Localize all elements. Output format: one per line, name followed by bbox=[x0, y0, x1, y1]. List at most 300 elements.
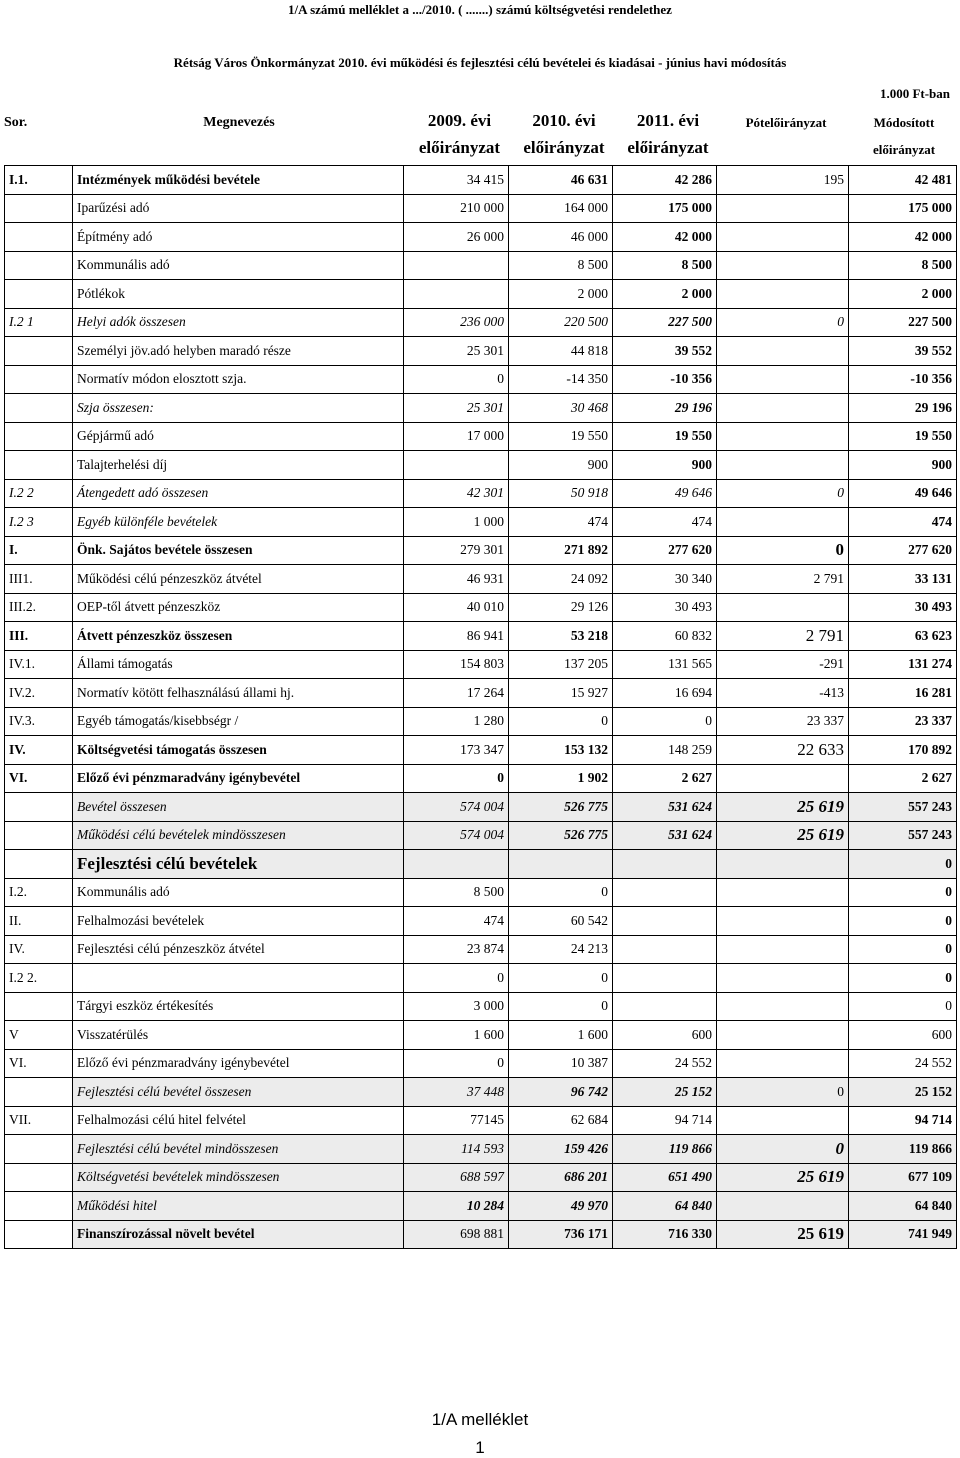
cell-c1: 10 284 bbox=[404, 1192, 509, 1221]
cell-c1: 574 004 bbox=[404, 821, 509, 850]
row-code bbox=[5, 451, 73, 480]
cell-c1: 1 600 bbox=[404, 1021, 509, 1050]
row-name: Fejlesztési célú pénzeszköz átvétel bbox=[73, 935, 404, 964]
cell-c1: 0 bbox=[404, 964, 509, 993]
cell-c1: 17 264 bbox=[404, 679, 509, 708]
row-name: Talajterhelési díj bbox=[73, 451, 404, 480]
cell-c1: 114 593 bbox=[404, 1135, 509, 1164]
cell-c1: 173 347 bbox=[404, 736, 509, 765]
cell-modositott: 42 481 bbox=[849, 166, 957, 195]
table-row bbox=[5, 394, 957, 423]
cell-modositott: 170 892 bbox=[849, 736, 957, 765]
cell-c3: 2 000 bbox=[613, 280, 717, 309]
cell-potel bbox=[717, 964, 849, 993]
table-row bbox=[5, 1021, 957, 1050]
cell-c2: 44 818 bbox=[509, 337, 613, 366]
cell-c2: 153 132 bbox=[509, 736, 613, 765]
row-name: Előző évi pénzmaradvány igénybevétel bbox=[73, 1049, 404, 1078]
row-code bbox=[5, 251, 73, 280]
header-mod-a: Módosított bbox=[873, 115, 935, 130]
cell-modositott: 0 bbox=[849, 992, 957, 1021]
cell-c3: 39 552 bbox=[613, 337, 717, 366]
cell-c2: 24 213 bbox=[509, 935, 613, 964]
cell-c3 bbox=[613, 964, 717, 993]
cell-potel: 2 791 bbox=[717, 622, 849, 651]
cell-potel bbox=[717, 251, 849, 280]
cell-potel bbox=[717, 365, 849, 394]
row-code bbox=[5, 1135, 73, 1164]
cell-c1: 3 000 bbox=[404, 992, 509, 1021]
cell-c2: 159 426 bbox=[509, 1135, 613, 1164]
row-name: Működési célú pénzeszköz átvétel bbox=[73, 565, 404, 594]
row-code bbox=[5, 394, 73, 423]
cell-c2: 0 bbox=[509, 964, 613, 993]
row-name: Normatív kötött felhasználású állami hj. bbox=[73, 679, 404, 708]
cell-c3 bbox=[613, 878, 717, 907]
cell-c3: 227 500 bbox=[613, 308, 717, 337]
cell-c3: 16 694 bbox=[613, 679, 717, 708]
cell-potel bbox=[717, 337, 849, 366]
cell-potel: 25 619 bbox=[717, 793, 849, 822]
cell-modositott: 2 000 bbox=[849, 280, 957, 309]
cell-c2: 29 126 bbox=[509, 593, 613, 622]
cell-c2: 50 918 bbox=[509, 479, 613, 508]
cell-c3: 119 866 bbox=[613, 1135, 717, 1164]
table-row bbox=[5, 1078, 957, 1107]
cell-c3 bbox=[613, 992, 717, 1021]
cell-c3: 131 565 bbox=[613, 650, 717, 679]
table-title: Rétság Város Önkormányzat 2010. évi működési és fejlesztési célú bevételei és kiadásai - június havi módosítás bbox=[173, 55, 787, 70]
row-name: Tárgyi eszköz értékesítés bbox=[73, 992, 404, 1021]
cell-modositott: 16 281 bbox=[849, 679, 957, 708]
cell-c1: 0 bbox=[404, 764, 509, 793]
table-row bbox=[5, 821, 957, 850]
cell-potel: 0 bbox=[717, 1078, 849, 1107]
cell-c3: 25 152 bbox=[613, 1078, 717, 1107]
table-row bbox=[5, 793, 957, 822]
budget-table bbox=[4, 165, 957, 1249]
cell-modositott: 23 337 bbox=[849, 707, 957, 736]
header-2011-a: 2011. évi bbox=[636, 111, 700, 130]
row-name: Fejlesztési célú bevétel mindösszesen bbox=[73, 1135, 404, 1164]
cell-c2: 19 550 bbox=[509, 422, 613, 451]
footer-label: 1/A melléklet bbox=[431, 1410, 529, 1429]
row-code: IV. bbox=[5, 935, 73, 964]
cell-c3: 716 330 bbox=[613, 1220, 717, 1249]
row-code: III.2. bbox=[5, 593, 73, 622]
row-code: I.2 2 bbox=[5, 479, 73, 508]
row-name: Előző évi pénzmaradvány igénybevétel bbox=[73, 764, 404, 793]
table-header bbox=[4, 108, 956, 165]
cell-c2: 62 684 bbox=[509, 1106, 613, 1135]
row-code: I.2 2. bbox=[5, 964, 73, 993]
row-code: IV.1. bbox=[5, 650, 73, 679]
cell-c1: 154 803 bbox=[404, 650, 509, 679]
cell-c3 bbox=[613, 907, 717, 936]
row-name: Felhalmozási célú hitel felvétel bbox=[73, 1106, 404, 1135]
cell-c2: 8 500 bbox=[509, 251, 613, 280]
cell-c1 bbox=[404, 850, 509, 879]
cell-c3: 600 bbox=[613, 1021, 717, 1050]
cell-modositott: 0 bbox=[849, 964, 957, 993]
cell-c2 bbox=[509, 850, 613, 879]
cell-c3: 29 196 bbox=[613, 394, 717, 423]
cell-c1: 26 000 bbox=[404, 223, 509, 252]
table-row bbox=[5, 622, 957, 651]
row-code: VII. bbox=[5, 1106, 73, 1135]
cell-c3: 49 646 bbox=[613, 479, 717, 508]
cell-potel bbox=[717, 593, 849, 622]
unit-label: 1.000 Ft-ban bbox=[879, 86, 950, 101]
cell-potel bbox=[717, 907, 849, 936]
cell-c2: -14 350 bbox=[509, 365, 613, 394]
cell-c1: 574 004 bbox=[404, 793, 509, 822]
cell-c1 bbox=[404, 251, 509, 280]
cell-c3 bbox=[613, 935, 717, 964]
row-name: Iparűzési adó bbox=[73, 194, 404, 223]
cell-c1 bbox=[404, 280, 509, 309]
cell-potel bbox=[717, 422, 849, 451]
cell-c2: 96 742 bbox=[509, 1078, 613, 1107]
row-name: Személyi jöv.adó helyben maradó része bbox=[73, 337, 404, 366]
cell-modositott: 0 bbox=[849, 907, 957, 936]
table-row bbox=[5, 280, 957, 309]
table-row bbox=[5, 508, 957, 537]
cell-c1: 34 415 bbox=[404, 166, 509, 195]
cell-potel: 25 619 bbox=[717, 821, 849, 850]
cell-c2: 60 542 bbox=[509, 907, 613, 936]
cell-c1: 0 bbox=[404, 1049, 509, 1078]
row-name: Átengedett adó összesen bbox=[73, 479, 404, 508]
cell-potel bbox=[717, 508, 849, 537]
table-row bbox=[5, 1192, 957, 1221]
cell-c1: 25 301 bbox=[404, 337, 509, 366]
cell-c1: 86 941 bbox=[404, 622, 509, 651]
cell-modositott: 119 866 bbox=[849, 1135, 957, 1164]
cell-c3: 651 490 bbox=[613, 1163, 717, 1192]
cell-c1: 688 597 bbox=[404, 1163, 509, 1192]
cell-c3: 277 620 bbox=[613, 536, 717, 565]
cell-potel: 25 619 bbox=[717, 1220, 849, 1249]
cell-modositott: 33 131 bbox=[849, 565, 957, 594]
row-name: Egyéb támogatás/kisebbségr / bbox=[73, 707, 404, 736]
table-row bbox=[5, 907, 957, 936]
cell-c2: 0 bbox=[509, 707, 613, 736]
cell-potel bbox=[717, 451, 849, 480]
cell-c2: 46 631 bbox=[509, 166, 613, 195]
row-code: VI. bbox=[5, 764, 73, 793]
cell-potel: 23 337 bbox=[717, 707, 849, 736]
cell-potel bbox=[717, 280, 849, 309]
cell-modositott: 600 bbox=[849, 1021, 957, 1050]
cell-c3: 60 832 bbox=[613, 622, 717, 651]
row-name: Finanszírozással növelt bevétel bbox=[73, 1220, 404, 1249]
cell-c1: 1 280 bbox=[404, 707, 509, 736]
cell-modositott: 49 646 bbox=[849, 479, 957, 508]
table-row bbox=[5, 251, 957, 280]
table-row bbox=[5, 964, 957, 993]
row-code: I.2 1 bbox=[5, 308, 73, 337]
cell-potel bbox=[717, 194, 849, 223]
table-row bbox=[5, 1135, 957, 1164]
cell-modositott: 175 000 bbox=[849, 194, 957, 223]
cell-modositott: 64 840 bbox=[849, 1192, 957, 1221]
cell-c3: 42 000 bbox=[613, 223, 717, 252]
table-row bbox=[5, 1220, 957, 1249]
cell-c3: 148 259 bbox=[613, 736, 717, 765]
cell-c2: 1 902 bbox=[509, 764, 613, 793]
cell-c2: 10 387 bbox=[509, 1049, 613, 1078]
header-sor: Sor. bbox=[4, 115, 28, 130]
cell-modositott: 227 500 bbox=[849, 308, 957, 337]
row-name: Normatív módon elosztott szja. bbox=[73, 365, 404, 394]
table-row bbox=[5, 992, 957, 1021]
cell-c3 bbox=[613, 850, 717, 879]
row-code bbox=[5, 1192, 73, 1221]
cell-c1 bbox=[404, 451, 509, 480]
cell-c3: 19 550 bbox=[613, 422, 717, 451]
cell-c3: 42 286 bbox=[613, 166, 717, 195]
cell-potel: 22 633 bbox=[717, 736, 849, 765]
cell-potel: -291 bbox=[717, 650, 849, 679]
cell-potel bbox=[717, 1192, 849, 1221]
header-2010-a: 2010. évi bbox=[532, 111, 596, 130]
cell-modositott: 39 552 bbox=[849, 337, 957, 366]
cell-modositott: 29 196 bbox=[849, 394, 957, 423]
header-2011-b: előirányzat bbox=[627, 138, 709, 157]
cell-potel bbox=[717, 935, 849, 964]
cell-modositott: 25 152 bbox=[849, 1078, 957, 1107]
cell-c1: 42 301 bbox=[404, 479, 509, 508]
row-name: Felhalmozási bevételek bbox=[73, 907, 404, 936]
cell-c2: 15 927 bbox=[509, 679, 613, 708]
cell-modositott: 0 bbox=[849, 878, 957, 907]
cell-c1: 46 931 bbox=[404, 565, 509, 594]
table-row bbox=[5, 166, 957, 195]
row-name: Költségvetési támogatás összesen bbox=[73, 736, 404, 765]
cell-c3: -10 356 bbox=[613, 365, 717, 394]
row-name: Intézmények működési bevétele bbox=[73, 166, 404, 195]
cell-c3: 2 627 bbox=[613, 764, 717, 793]
cell-modositott: 63 623 bbox=[849, 622, 957, 651]
cell-modositott: 42 000 bbox=[849, 223, 957, 252]
row-name: Építmény adó bbox=[73, 223, 404, 252]
row-name: Működési hitel bbox=[73, 1192, 404, 1221]
table-row bbox=[5, 1163, 957, 1192]
row-code: I.2. bbox=[5, 878, 73, 907]
table-row bbox=[5, 707, 957, 736]
table-row bbox=[5, 650, 957, 679]
cell-c2: 24 092 bbox=[509, 565, 613, 594]
table-row bbox=[5, 337, 957, 366]
row-code bbox=[5, 793, 73, 822]
cell-c2: 474 bbox=[509, 508, 613, 537]
row-code: II. bbox=[5, 907, 73, 936]
cell-c3: 24 552 bbox=[613, 1049, 717, 1078]
cell-potel: 0 bbox=[717, 308, 849, 337]
row-name: Állami támogatás bbox=[73, 650, 404, 679]
cell-c1: 210 000 bbox=[404, 194, 509, 223]
cell-c1: 698 881 bbox=[404, 1220, 509, 1249]
cell-c3: 531 624 bbox=[613, 821, 717, 850]
row-name: Szja összesen: bbox=[73, 394, 404, 423]
row-name: Átvett pénzeszköz összesen bbox=[73, 622, 404, 651]
cell-c1: 236 000 bbox=[404, 308, 509, 337]
header-2009-a: 2009. évi bbox=[427, 111, 492, 130]
row-name: Gépjármű adó bbox=[73, 422, 404, 451]
header-potel: Pótelőirányzat bbox=[745, 115, 827, 130]
cell-c2: 0 bbox=[509, 878, 613, 907]
cell-modositott: 2 627 bbox=[849, 764, 957, 793]
cell-c1: 37 448 bbox=[404, 1078, 509, 1107]
cell-c2: 526 775 bbox=[509, 821, 613, 850]
cell-potel: -413 bbox=[717, 679, 849, 708]
cell-c3: 474 bbox=[613, 508, 717, 537]
cell-modositott: 277 620 bbox=[849, 536, 957, 565]
row-code bbox=[5, 365, 73, 394]
cell-potel bbox=[717, 878, 849, 907]
table-row bbox=[5, 593, 957, 622]
table-row bbox=[5, 194, 957, 223]
cell-modositott: 30 493 bbox=[849, 593, 957, 622]
cell-c2: 137 205 bbox=[509, 650, 613, 679]
cell-c1: 77145 bbox=[404, 1106, 509, 1135]
row-code: I.2 3 bbox=[5, 508, 73, 537]
cell-potel bbox=[717, 764, 849, 793]
row-code: III. bbox=[5, 622, 73, 651]
row-code: VI. bbox=[5, 1049, 73, 1078]
cell-c1: 40 010 bbox=[404, 593, 509, 622]
row-code: I. bbox=[5, 536, 73, 565]
row-code bbox=[5, 1220, 73, 1249]
cell-modositott: 677 109 bbox=[849, 1163, 957, 1192]
table-row bbox=[5, 536, 957, 565]
table-row bbox=[5, 308, 957, 337]
cell-c2: 53 218 bbox=[509, 622, 613, 651]
cell-potel: 195 bbox=[717, 166, 849, 195]
cell-c2: 220 500 bbox=[509, 308, 613, 337]
row-name: Kommunális adó bbox=[73, 251, 404, 280]
budget-table-body bbox=[5, 166, 957, 1249]
row-name: Költségvetési bevételek mindösszesen bbox=[73, 1163, 404, 1192]
cell-c1: 8 500 bbox=[404, 878, 509, 907]
row-name: Önk. Sajátos bevétele összesen bbox=[73, 536, 404, 565]
row-name: Egyéb különféle bevételek bbox=[73, 508, 404, 537]
cell-modositott: -10 356 bbox=[849, 365, 957, 394]
table-row bbox=[5, 565, 957, 594]
table-row bbox=[5, 764, 957, 793]
cell-potel bbox=[717, 394, 849, 423]
row-code: IV.3. bbox=[5, 707, 73, 736]
table-row bbox=[5, 365, 957, 394]
row-code: III1. bbox=[5, 565, 73, 594]
row-code bbox=[5, 1163, 73, 1192]
cell-potel bbox=[717, 1021, 849, 1050]
cell-modositott: 741 949 bbox=[849, 1220, 957, 1249]
cell-c2: 46 000 bbox=[509, 223, 613, 252]
cell-c2: 2 000 bbox=[509, 280, 613, 309]
cell-modositott: 24 552 bbox=[849, 1049, 957, 1078]
table-row bbox=[5, 878, 957, 907]
table-row bbox=[5, 223, 957, 252]
cell-c1: 1 000 bbox=[404, 508, 509, 537]
cell-modositott: 94 714 bbox=[849, 1106, 957, 1135]
cell-c3: 30 493 bbox=[613, 593, 717, 622]
cell-modositott: 8 500 bbox=[849, 251, 957, 280]
table-row bbox=[5, 935, 957, 964]
row-name: Helyi adók összesen bbox=[73, 308, 404, 337]
cell-c3: 0 bbox=[613, 707, 717, 736]
row-name: Bevétel összesen bbox=[73, 793, 404, 822]
cell-potel bbox=[717, 992, 849, 1021]
row-name: OEP-től átvett pénzeszköz bbox=[73, 593, 404, 622]
cell-potel: 0 bbox=[717, 479, 849, 508]
table-row bbox=[5, 451, 957, 480]
row-code bbox=[5, 422, 73, 451]
row-name: Pótlékok bbox=[73, 280, 404, 309]
row-name: Működési célú bevételek mindösszesen bbox=[73, 821, 404, 850]
table-row bbox=[5, 1049, 957, 1078]
cell-c2: 49 970 bbox=[509, 1192, 613, 1221]
cell-potel: 2 791 bbox=[717, 565, 849, 594]
row-name: Fejlesztési célú bevételek bbox=[73, 850, 404, 879]
cell-modositott: 131 274 bbox=[849, 650, 957, 679]
cell-c2: 900 bbox=[509, 451, 613, 480]
cell-c1: 0 bbox=[404, 365, 509, 394]
row-code: V bbox=[5, 1021, 73, 1050]
cell-c1: 23 874 bbox=[404, 935, 509, 964]
cell-modositott: 0 bbox=[849, 935, 957, 964]
cell-c3: 8 500 bbox=[613, 251, 717, 280]
cell-c3: 175 000 bbox=[613, 194, 717, 223]
cell-potel: 0 bbox=[717, 536, 849, 565]
cell-c2: 1 600 bbox=[509, 1021, 613, 1050]
table-row bbox=[5, 1106, 957, 1135]
cell-modositott: 0 bbox=[849, 850, 957, 879]
cell-c2: 526 775 bbox=[509, 793, 613, 822]
table-row bbox=[5, 679, 957, 708]
row-code bbox=[5, 337, 73, 366]
cell-c3: 94 714 bbox=[613, 1106, 717, 1135]
cell-c1: 25 301 bbox=[404, 394, 509, 423]
cell-c2: 271 892 bbox=[509, 536, 613, 565]
cell-c3: 30 340 bbox=[613, 565, 717, 594]
cell-potel bbox=[717, 1049, 849, 1078]
cell-potel: 0 bbox=[717, 1135, 849, 1164]
row-name: Fejlesztési célú bevétel összesen bbox=[73, 1078, 404, 1107]
cell-c2: 736 171 bbox=[509, 1220, 613, 1249]
cell-potel bbox=[717, 223, 849, 252]
table-row bbox=[5, 736, 957, 765]
cell-c2: 686 201 bbox=[509, 1163, 613, 1192]
cell-potel bbox=[717, 1106, 849, 1135]
cell-c2: 30 468 bbox=[509, 394, 613, 423]
cell-c1: 17 000 bbox=[404, 422, 509, 451]
cell-c1: 279 301 bbox=[404, 536, 509, 565]
row-name: Visszatérülés bbox=[73, 1021, 404, 1050]
cell-c3: 900 bbox=[613, 451, 717, 480]
table-row bbox=[5, 850, 957, 879]
cell-modositott: 19 550 bbox=[849, 422, 957, 451]
cell-c3: 531 624 bbox=[613, 793, 717, 822]
row-code: I.1. bbox=[5, 166, 73, 195]
cell-c3: 64 840 bbox=[613, 1192, 717, 1221]
cell-c2: 164 000 bbox=[509, 194, 613, 223]
header-mod-b: előirányzat bbox=[872, 142, 936, 157]
table-row bbox=[5, 479, 957, 508]
page-number: 1 bbox=[475, 1438, 485, 1457]
row-code bbox=[5, 223, 73, 252]
